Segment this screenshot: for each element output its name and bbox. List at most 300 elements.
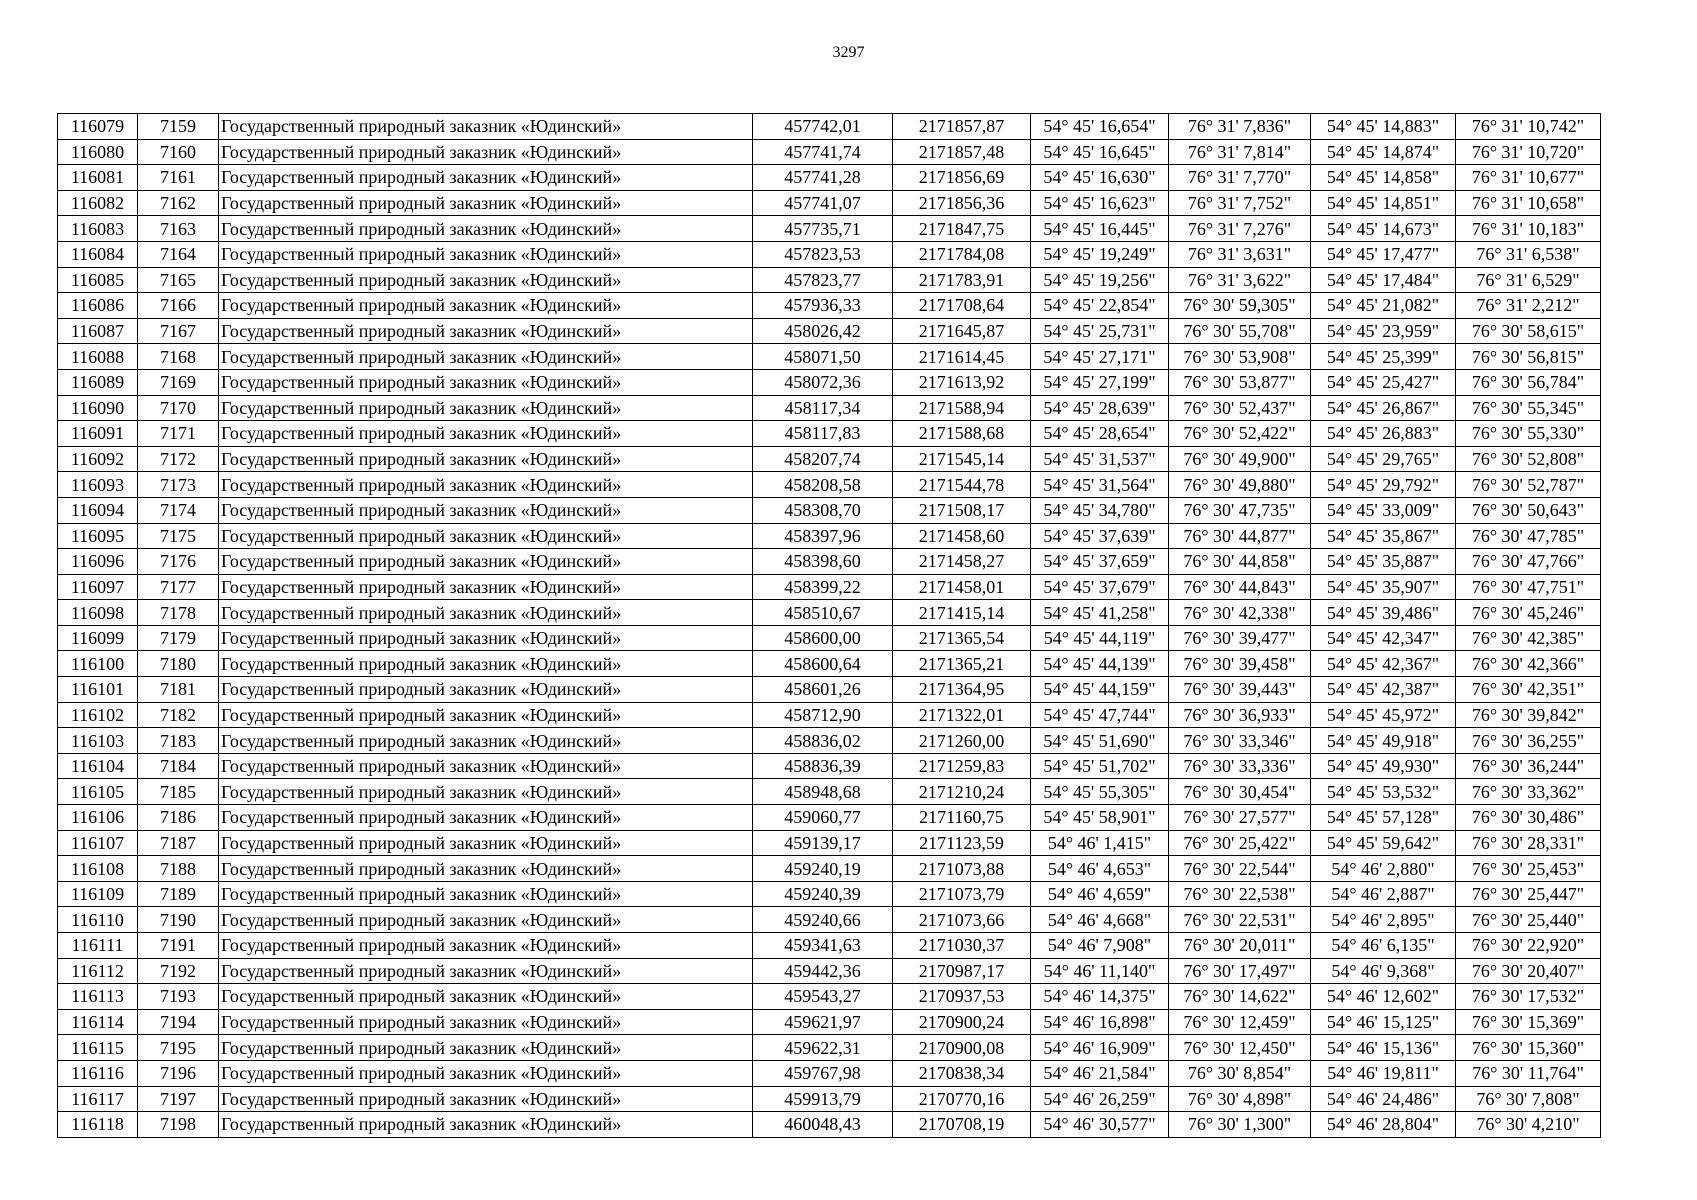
cell-y: 2171857,48	[893, 139, 1031, 165]
cell-name: Государственный природный заказник «Юдинский»	[219, 114, 753, 140]
cell-longitude-1: 76° 30' 47,735"	[1169, 497, 1311, 523]
cell-longitude-1: 76° 30' 53,877"	[1169, 369, 1311, 395]
cell-longitude-1: 76° 30' 14,622"	[1169, 984, 1311, 1010]
cell-longitude-1: 76° 31' 7,276"	[1169, 216, 1311, 242]
cell-latitude-2: 54° 45' 26,867"	[1311, 395, 1456, 421]
cell-latitude-2: 54° 46' 24,486"	[1311, 1086, 1456, 1112]
cell-longitude-1: 76° 30' 39,458"	[1169, 651, 1311, 677]
table-row	[58, 651, 1601, 677]
table-row	[58, 600, 1601, 626]
cell-record-id: 116087	[58, 318, 138, 344]
cell-record-id: 116088	[58, 344, 138, 370]
cell-y: 2171645,87	[893, 318, 1031, 344]
cell-longitude-2: 76° 31' 10,183"	[1456, 216, 1601, 242]
cell-point-number: 7182	[138, 702, 219, 728]
cell-x: 458026,42	[753, 318, 893, 344]
cell-x: 458072,36	[753, 369, 893, 395]
cell-latitude-2: 54° 45' 45,972"	[1311, 702, 1456, 728]
cell-longitude-2: 76° 31' 10,742"	[1456, 114, 1601, 140]
cell-latitude-1: 54° 45' 37,639"	[1031, 523, 1169, 549]
table-row	[58, 369, 1601, 395]
cell-longitude-2: 76° 30' 52,808"	[1456, 446, 1601, 472]
cell-record-id: 116080	[58, 139, 138, 165]
cell-record-id: 116082	[58, 190, 138, 216]
cell-x: 458398,60	[753, 549, 893, 575]
cell-latitude-2: 54° 45' 25,399"	[1311, 344, 1456, 370]
cell-x: 459621,97	[753, 1009, 893, 1035]
cell-longitude-2: 76° 30' 25,447"	[1456, 881, 1601, 907]
cell-record-id: 116109	[58, 881, 138, 907]
cell-x: 458207,74	[753, 446, 893, 472]
cell-name: Государственный природный заказник «Юдинский»	[219, 472, 753, 498]
cell-longitude-2: 76° 30' 50,643"	[1456, 497, 1601, 523]
cell-point-number: 7196	[138, 1060, 219, 1086]
cell-record-id: 116089	[58, 369, 138, 395]
cell-longitude-2: 76° 30' 45,246"	[1456, 600, 1601, 626]
cell-x: 458836,02	[753, 728, 893, 754]
cell-name: Государственный природный заказник «Юдинский»	[219, 933, 753, 959]
cell-point-number: 7171	[138, 421, 219, 447]
cell-longitude-1: 76° 30' 4,898"	[1169, 1086, 1311, 1112]
cell-latitude-1: 54° 46' 26,259"	[1031, 1086, 1169, 1112]
cell-name: Государственный природный заказник «Юдинский»	[219, 216, 753, 242]
table-row	[58, 446, 1601, 472]
cell-longitude-1: 76° 30' 22,531"	[1169, 907, 1311, 933]
cell-longitude-2: 76° 30' 36,244"	[1456, 753, 1601, 779]
cell-latitude-1: 54° 45' 31,537"	[1031, 446, 1169, 472]
cell-latitude-1: 54° 45' 58,901"	[1031, 805, 1169, 831]
cell-record-id: 116116	[58, 1060, 138, 1086]
cell-longitude-1: 76° 31' 7,814"	[1169, 139, 1311, 165]
cell-name: Государственный природный заказник «Юдинский»	[219, 702, 753, 728]
cell-latitude-1: 54° 46' 7,908"	[1031, 933, 1169, 959]
cell-longitude-2: 76° 30' 28,331"	[1456, 830, 1601, 856]
cell-record-id: 116096	[58, 549, 138, 575]
cell-latitude-2: 54° 45' 21,082"	[1311, 293, 1456, 319]
cell-point-number: 7179	[138, 625, 219, 651]
cell-y: 2171260,00	[893, 728, 1031, 754]
cell-longitude-2: 76° 31' 2,212"	[1456, 293, 1601, 319]
cell-longitude-2: 76° 31' 6,529"	[1456, 267, 1601, 293]
cell-x: 457741,74	[753, 139, 893, 165]
cell-point-number: 7175	[138, 523, 219, 549]
cell-y: 2171613,92	[893, 369, 1031, 395]
cell-longitude-2: 76° 30' 15,369"	[1456, 1009, 1601, 1035]
cell-x: 459240,19	[753, 856, 893, 882]
cell-longitude-2: 76° 30' 47,766"	[1456, 549, 1601, 575]
cell-name: Государственный природный заказник «Юдинский»	[219, 549, 753, 575]
cell-point-number: 7189	[138, 881, 219, 907]
cell-record-id: 116095	[58, 523, 138, 549]
cell-point-number: 7170	[138, 395, 219, 421]
cell-point-number: 7197	[138, 1086, 219, 1112]
cell-longitude-2: 76° 30' 42,385"	[1456, 625, 1601, 651]
cell-longitude-2: 76° 30' 25,440"	[1456, 907, 1601, 933]
cell-point-number: 7178	[138, 600, 219, 626]
cell-y: 2171365,54	[893, 625, 1031, 651]
cell-latitude-1: 54° 45' 34,780"	[1031, 497, 1169, 523]
cell-point-number: 7166	[138, 293, 219, 319]
cell-y: 2171030,37	[893, 933, 1031, 959]
cell-latitude-1: 54° 45' 44,119"	[1031, 625, 1169, 651]
table-row	[58, 1086, 1601, 1112]
cell-latitude-1: 54° 45' 16,654"	[1031, 114, 1169, 140]
table-row	[58, 267, 1601, 293]
table-row	[58, 241, 1601, 267]
cell-y: 2171210,24	[893, 779, 1031, 805]
cell-name: Государственный природный заказник «Юдинский»	[219, 395, 753, 421]
cell-latitude-1: 54° 46' 16,909"	[1031, 1035, 1169, 1061]
cell-x: 459543,27	[753, 984, 893, 1010]
cell-name: Государственный природный заказник «Юдинский»	[219, 293, 753, 319]
cell-longitude-1: 76° 31' 3,622"	[1169, 267, 1311, 293]
cell-y: 2171415,14	[893, 600, 1031, 626]
cell-name: Государственный природный заказник «Юдинский»	[219, 984, 753, 1010]
cell-latitude-2: 54° 45' 23,959"	[1311, 318, 1456, 344]
cell-latitude-2: 54° 45' 35,887"	[1311, 549, 1456, 575]
cell-longitude-2: 76° 30' 56,815"	[1456, 344, 1601, 370]
cell-longitude-2: 76° 30' 55,345"	[1456, 395, 1601, 421]
cell-longitude-2: 76° 30' 52,787"	[1456, 472, 1601, 498]
cell-latitude-2: 54° 45' 53,532"	[1311, 779, 1456, 805]
cell-latitude-2: 54° 45' 33,009"	[1311, 497, 1456, 523]
cell-latitude-2: 54° 45' 17,484"	[1311, 267, 1456, 293]
cell-longitude-2: 76° 30' 36,255"	[1456, 728, 1601, 754]
cell-latitude-2: 54° 46' 15,125"	[1311, 1009, 1456, 1035]
cell-x: 458308,70	[753, 497, 893, 523]
cell-record-id: 116086	[58, 293, 138, 319]
cell-latitude-2: 54° 45' 35,867"	[1311, 523, 1456, 549]
cell-longitude-2: 76° 30' 15,360"	[1456, 1035, 1601, 1061]
cell-record-id: 116106	[58, 805, 138, 831]
cell-name: Государственный природный заказник «Юдинский»	[219, 753, 753, 779]
cell-y: 2171458,27	[893, 549, 1031, 575]
cell-longitude-1: 76° 30' 22,538"	[1169, 881, 1311, 907]
cell-longitude-1: 76° 30' 12,450"	[1169, 1035, 1311, 1061]
cell-x: 459240,66	[753, 907, 893, 933]
cell-latitude-2: 54° 45' 49,918"	[1311, 728, 1456, 754]
cell-longitude-1: 76° 30' 30,454"	[1169, 779, 1311, 805]
cell-y: 2171259,83	[893, 753, 1031, 779]
cell-name: Государственный природный заказник «Юдинский»	[219, 523, 753, 549]
cell-longitude-1: 76° 30' 1,300"	[1169, 1112, 1311, 1138]
cell-record-id: 116084	[58, 241, 138, 267]
table-row	[58, 472, 1601, 498]
cell-latitude-1: 54° 45' 47,744"	[1031, 702, 1169, 728]
table-row	[58, 114, 1601, 140]
cell-name: Государственный природный заказник «Юдинский»	[219, 497, 753, 523]
cell-longitude-1: 76° 30' 39,443"	[1169, 677, 1311, 703]
cell-x: 457823,77	[753, 267, 893, 293]
table-row	[58, 1060, 1601, 1086]
cell-latitude-1: 54° 46' 4,659"	[1031, 881, 1169, 907]
cell-record-id: 116103	[58, 728, 138, 754]
cell-x: 457741,28	[753, 165, 893, 191]
cell-longitude-2: 76° 31' 6,538"	[1456, 241, 1601, 267]
cell-latitude-1: 54° 45' 25,731"	[1031, 318, 1169, 344]
table-row	[58, 497, 1601, 523]
cell-latitude-1: 54° 45' 28,654"	[1031, 421, 1169, 447]
cell-latitude-2: 54° 45' 14,673"	[1311, 216, 1456, 242]
cell-latitude-1: 54° 45' 19,256"	[1031, 267, 1169, 293]
cell-y: 2171508,17	[893, 497, 1031, 523]
cell-longitude-1: 76° 30' 49,900"	[1169, 446, 1311, 472]
cell-latitude-2: 54° 46' 12,602"	[1311, 984, 1456, 1010]
cell-longitude-1: 76° 30' 52,422"	[1169, 421, 1311, 447]
cell-x: 458948,68	[753, 779, 893, 805]
cell-latitude-1: 54° 45' 37,679"	[1031, 574, 1169, 600]
cell-y: 2170900,08	[893, 1035, 1031, 1061]
cell-point-number: 7185	[138, 779, 219, 805]
cell-latitude-2: 54° 45' 49,930"	[1311, 753, 1456, 779]
cell-latitude-1: 54° 45' 55,305"	[1031, 779, 1169, 805]
cell-latitude-2: 54° 45' 39,486"	[1311, 600, 1456, 626]
cell-name: Государственный природный заказник «Юдинский»	[219, 369, 753, 395]
cell-latitude-1: 54° 45' 31,564"	[1031, 472, 1169, 498]
cell-longitude-1: 76° 30' 42,338"	[1169, 600, 1311, 626]
cell-latitude-1: 54° 45' 16,445"	[1031, 216, 1169, 242]
cell-longitude-1: 76° 30' 17,497"	[1169, 958, 1311, 984]
cell-longitude-1: 76° 30' 44,858"	[1169, 549, 1311, 575]
cell-x: 458399,22	[753, 574, 893, 600]
cell-point-number: 7191	[138, 933, 219, 959]
table-row	[58, 779, 1601, 805]
cell-y: 2171588,94	[893, 395, 1031, 421]
cell-name: Государственный природный заказник «Юдинский»	[219, 625, 753, 651]
table-row	[58, 728, 1601, 754]
table-row	[58, 805, 1601, 831]
cell-point-number: 7183	[138, 728, 219, 754]
cell-longitude-2: 76° 30' 20,407"	[1456, 958, 1601, 984]
cell-longitude-2: 76° 30' 47,785"	[1456, 523, 1601, 549]
table-row	[58, 344, 1601, 370]
cell-longitude-2: 76° 30' 25,453"	[1456, 856, 1601, 882]
table-row	[58, 395, 1601, 421]
cell-name: Государственный природный заказник «Юдинский»	[219, 1035, 753, 1061]
cell-record-id: 116093	[58, 472, 138, 498]
cell-longitude-2: 76° 30' 4,210"	[1456, 1112, 1601, 1138]
cell-longitude-1: 76° 30' 36,933"	[1169, 702, 1311, 728]
cell-longitude-2: 76° 31' 10,677"	[1456, 165, 1601, 191]
table-row	[58, 1035, 1601, 1061]
coordinates-table-body	[58, 114, 1601, 1138]
cell-x: 458397,96	[753, 523, 893, 549]
cell-record-id: 116113	[58, 984, 138, 1010]
page-number: 3297	[832, 44, 865, 61]
cell-name: Государственный природный заказник «Юдинский»	[219, 267, 753, 293]
cell-name: Государственный природный заказник «Юдинский»	[219, 830, 753, 856]
cell-x: 459139,17	[753, 830, 893, 856]
cell-longitude-1: 76° 30' 59,305"	[1169, 293, 1311, 319]
cell-latitude-1: 54° 46' 11,140"	[1031, 958, 1169, 984]
cell-point-number: 7169	[138, 369, 219, 395]
cell-x: 459442,36	[753, 958, 893, 984]
cell-longitude-1: 76° 30' 44,877"	[1169, 523, 1311, 549]
table-row	[58, 830, 1601, 856]
cell-name: Государственный природный заказник «Юдинский»	[219, 856, 753, 882]
cell-x: 458601,26	[753, 677, 893, 703]
cell-latitude-2: 54° 45' 14,858"	[1311, 165, 1456, 191]
cell-latitude-1: 54° 45' 44,159"	[1031, 677, 1169, 703]
cell-point-number: 7167	[138, 318, 219, 344]
cell-point-number: 7194	[138, 1009, 219, 1035]
cell-y: 2171544,78	[893, 472, 1031, 498]
cell-latitude-1: 54° 46' 4,668"	[1031, 907, 1169, 933]
cell-y: 2171160,75	[893, 805, 1031, 831]
cell-x: 457936,33	[753, 293, 893, 319]
cell-name: Государственный природный заказник «Юдинский»	[219, 907, 753, 933]
cell-latitude-1: 54° 45' 16,645"	[1031, 139, 1169, 165]
cell-point-number: 7186	[138, 805, 219, 831]
cell-y: 2171708,64	[893, 293, 1031, 319]
cell-point-number: 7174	[138, 497, 219, 523]
cell-y: 2171784,08	[893, 241, 1031, 267]
cell-record-id: 116112	[58, 958, 138, 984]
cell-longitude-2: 76° 30' 39,842"	[1456, 702, 1601, 728]
table-row	[58, 753, 1601, 779]
cell-latitude-2: 54° 45' 14,851"	[1311, 190, 1456, 216]
cell-name: Государственный природный заказник «Юдинский»	[219, 1060, 753, 1086]
cell-y: 2171458,60	[893, 523, 1031, 549]
cell-longitude-2: 76° 31' 10,720"	[1456, 139, 1601, 165]
table-row	[58, 523, 1601, 549]
cell-longitude-1: 76° 30' 22,544"	[1169, 856, 1311, 882]
cell-longitude-2: 76° 30' 33,362"	[1456, 779, 1601, 805]
cell-latitude-2: 54° 45' 42,367"	[1311, 651, 1456, 677]
cell-x: 459913,79	[753, 1086, 893, 1112]
table-row	[58, 421, 1601, 447]
cell-y: 2170708,19	[893, 1112, 1031, 1138]
cell-x: 457823,53	[753, 241, 893, 267]
cell-latitude-1: 54° 45' 16,630"	[1031, 165, 1169, 191]
table-row	[58, 958, 1601, 984]
cell-longitude-1: 76° 30' 53,908"	[1169, 344, 1311, 370]
table-row	[58, 907, 1601, 933]
cell-x: 458600,00	[753, 625, 893, 651]
table-row	[58, 318, 1601, 344]
cell-record-id: 116091	[58, 421, 138, 447]
cell-latitude-1: 54° 45' 51,702"	[1031, 753, 1169, 779]
cell-name: Государственный природный заказник «Юдинский»	[219, 881, 753, 907]
cell-y: 2171588,68	[893, 421, 1031, 447]
cell-y: 2170838,34	[893, 1060, 1031, 1086]
cell-longitude-2: 76° 30' 42,366"	[1456, 651, 1601, 677]
cell-point-number: 7181	[138, 677, 219, 703]
cell-name: Государственный природный заказник «Юдинский»	[219, 165, 753, 191]
cell-point-number: 7176	[138, 549, 219, 575]
cell-latitude-1: 54° 46' 1,415"	[1031, 830, 1169, 856]
cell-x: 458836,39	[753, 753, 893, 779]
cell-x: 458071,50	[753, 344, 893, 370]
cell-x: 458117,34	[753, 395, 893, 421]
cell-longitude-1: 76° 30' 55,708"	[1169, 318, 1311, 344]
cell-record-id: 116115	[58, 1035, 138, 1061]
cell-point-number: 7192	[138, 958, 219, 984]
cell-longitude-2: 76° 30' 7,808"	[1456, 1086, 1601, 1112]
cell-name: Государственный природный заказник «Юдинский»	[219, 779, 753, 805]
cell-name: Государственный природный заказник «Юдинский»	[219, 421, 753, 447]
cell-longitude-2: 76° 30' 17,532"	[1456, 984, 1601, 1010]
cell-y: 2171073,66	[893, 907, 1031, 933]
cell-latitude-2: 54° 45' 14,883"	[1311, 114, 1456, 140]
table-row	[58, 677, 1601, 703]
cell-y: 2171073,88	[893, 856, 1031, 882]
cell-record-id: 116104	[58, 753, 138, 779]
table-row	[58, 881, 1601, 907]
table-row	[58, 702, 1601, 728]
cell-longitude-1: 76° 30' 20,011"	[1169, 933, 1311, 959]
cell-point-number: 7165	[138, 267, 219, 293]
cell-record-id: 116097	[58, 574, 138, 600]
cell-latitude-2: 54° 46' 9,368"	[1311, 958, 1456, 984]
cell-longitude-2: 76° 30' 47,751"	[1456, 574, 1601, 600]
cell-point-number: 7159	[138, 114, 219, 140]
cell-latitude-1: 54° 45' 27,199"	[1031, 369, 1169, 395]
cell-name: Государственный природный заказник «Юдинский»	[219, 241, 753, 267]
coordinates-table	[57, 113, 1601, 1138]
cell-record-id: 116108	[58, 856, 138, 882]
table-row	[58, 139, 1601, 165]
cell-y: 2171073,79	[893, 881, 1031, 907]
cell-latitude-2: 54° 45' 29,792"	[1311, 472, 1456, 498]
cell-record-id: 116100	[58, 651, 138, 677]
cell-point-number: 7162	[138, 190, 219, 216]
cell-latitude-2: 54° 45' 59,642"	[1311, 830, 1456, 856]
table-row	[58, 1009, 1601, 1035]
cell-latitude-1: 54° 45' 27,171"	[1031, 344, 1169, 370]
cell-x: 458208,58	[753, 472, 893, 498]
cell-name: Государственный природный заказник «Юдинский»	[219, 1009, 753, 1035]
cell-record-id: 116081	[58, 165, 138, 191]
cell-y: 2170770,16	[893, 1086, 1031, 1112]
cell-latitude-1: 54° 45' 51,690"	[1031, 728, 1169, 754]
cell-latitude-1: 54° 46' 4,653"	[1031, 856, 1169, 882]
cell-x: 459622,31	[753, 1035, 893, 1061]
cell-y: 2171322,01	[893, 702, 1031, 728]
cell-longitude-2: 76° 31' 10,658"	[1456, 190, 1601, 216]
cell-point-number: 7198	[138, 1112, 219, 1138]
cell-point-number: 7180	[138, 651, 219, 677]
cell-latitude-2: 54° 45' 35,907"	[1311, 574, 1456, 600]
cell-longitude-2: 76° 30' 58,615"	[1456, 318, 1601, 344]
cell-longitude-2: 76° 30' 11,764"	[1456, 1060, 1601, 1086]
cell-longitude-2: 76° 30' 56,784"	[1456, 369, 1601, 395]
cell-longitude-1: 76° 30' 33,346"	[1169, 728, 1311, 754]
cell-y: 2171847,75	[893, 216, 1031, 242]
cell-x: 460048,43	[753, 1112, 893, 1138]
cell-y: 2171364,95	[893, 677, 1031, 703]
cell-x: 459341,63	[753, 933, 893, 959]
cell-y: 2171856,69	[893, 165, 1031, 191]
cell-point-number: 7193	[138, 984, 219, 1010]
table-row	[58, 1112, 1601, 1138]
cell-point-number: 7161	[138, 165, 219, 191]
table-row	[58, 216, 1601, 242]
cell-record-id: 116094	[58, 497, 138, 523]
cell-latitude-2: 54° 45' 14,874"	[1311, 139, 1456, 165]
cell-name: Государственный природный заказник «Юдинский»	[219, 574, 753, 600]
cell-latitude-1: 54° 45' 19,249"	[1031, 241, 1169, 267]
cell-name: Государственный природный заказник «Юдинский»	[219, 600, 753, 626]
cell-point-number: 7188	[138, 856, 219, 882]
cell-point-number: 7173	[138, 472, 219, 498]
cell-latitude-2: 54° 46' 6,135"	[1311, 933, 1456, 959]
cell-record-id: 116118	[58, 1112, 138, 1138]
cell-point-number: 7190	[138, 907, 219, 933]
cell-longitude-1: 76° 31' 7,836"	[1169, 114, 1311, 140]
cell-point-number: 7163	[138, 216, 219, 242]
cell-name: Государственный природный заказник «Юдинский»	[219, 651, 753, 677]
